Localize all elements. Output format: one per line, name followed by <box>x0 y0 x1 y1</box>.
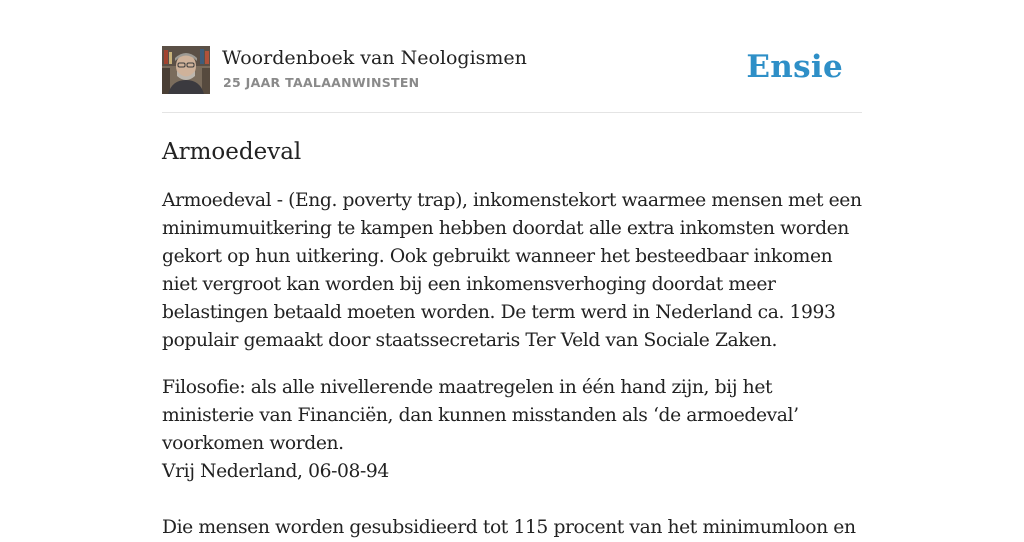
entry-content <box>162 133 862 542</box>
header-divider <box>162 112 862 113</box>
entry-quote <box>162 374 862 486</box>
quote-text: Filosofie: als alle nivellerende maatregelen in één hand zijn, bij het ministerie van Financiën, dan kunnen misstanden als ‘de armoedeval’ voorkomen worden. <box>162 377 799 454</box>
ensie-logo[interactable]: Ensie <box>746 49 843 85</box>
site-subtitle: 25 JAAR TAALAANWINSTEN <box>223 75 420 90</box>
site-title[interactable]: Woordenboek van Neologismen <box>222 47 527 69</box>
site-header <box>162 46 862 96</box>
quote-source: Vrij Nederland, 06-08-94 <box>162 461 389 482</box>
author-avatar[interactable] <box>162 46 210 94</box>
entry-quote <box>162 514 862 542</box>
quote-text: Die mensen worden gesubsidieerd tot 115 procent van het minimumloon en <box>162 517 856 538</box>
author-photo-image <box>162 46 210 94</box>
entry-definition: Armoedeval - (Eng. poverty trap), inkomenstekort waarmee mensen met een minimumuitkering te kampen hebben doordat alle extra inkomsten worden gekort op hun uitkering. Ook gebruikt wanneer het besteedbaar inkomen niet vergroot kan worden bij een inkomensverhoging doordat meer belastingen betaald moeten worden. De term werd in Nederland ca. 1993 populair gemaakt door staatssecretaris Ter Veld van Sociale Zaken. <box>162 190 862 351</box>
entry-title: Armoedeval <box>162 139 302 165</box>
